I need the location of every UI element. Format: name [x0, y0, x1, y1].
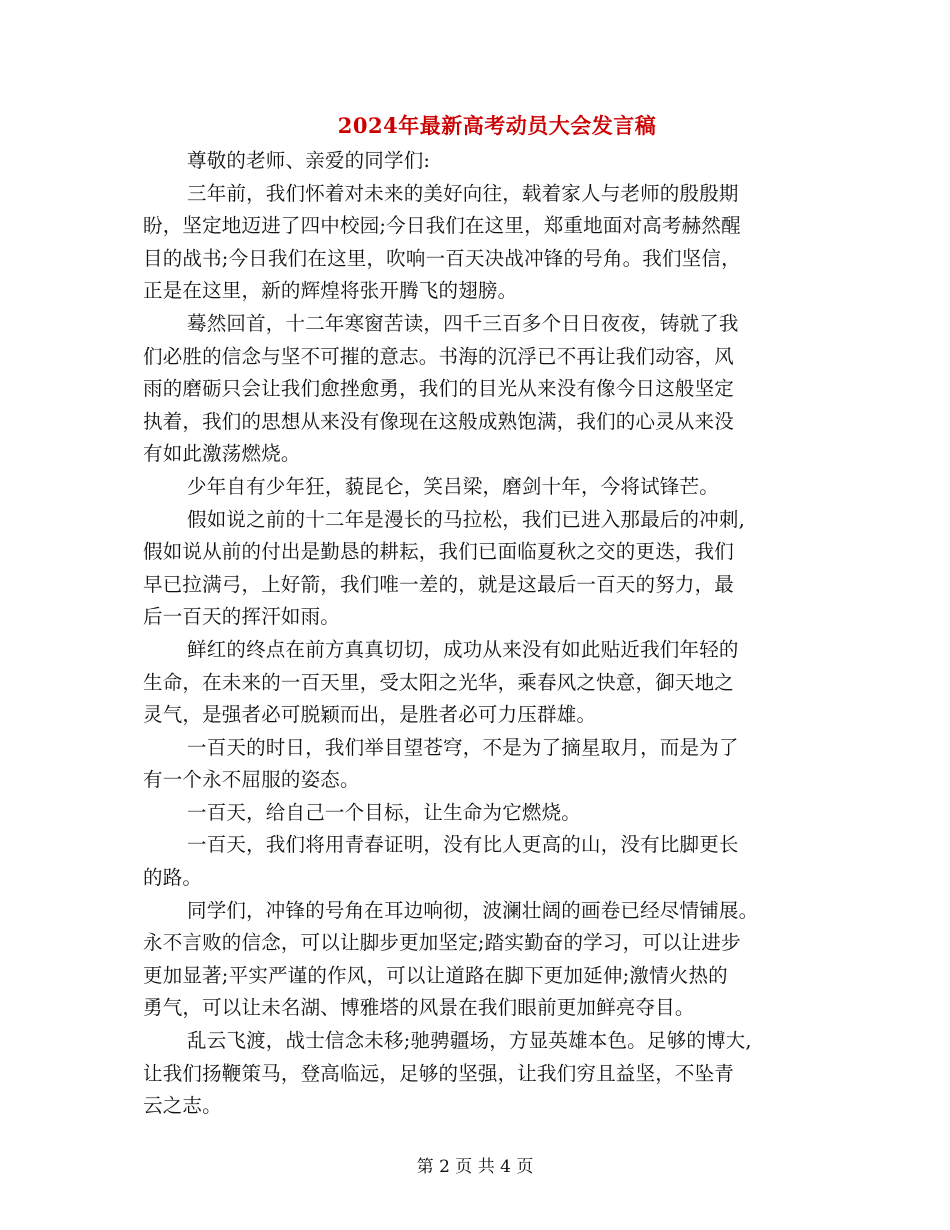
text-line: 让我们扬鞭策马，登高临远，足够的坚强，让我们穷且益坚，不坠青: [143, 1061, 735, 1085]
text-line: 雨的磨砺只会让我们愈挫愈勇，我们的目光从来没有像今日这般坚定: [143, 377, 735, 401]
text-line: 同学们，冲锋的号角在耳边响彻，波澜壮阔的画卷已经尽情铺展。: [187, 898, 759, 922]
text-line: 永不言败的信念，可以让脚步更加坚定;踏实勤奋的学习，可以让进步: [143, 931, 741, 955]
text-line: 一百天，我们将用青春证明，没有比人更高的山，没有比脚更长: [187, 833, 739, 857]
text-line: 鲜红的终点在前方真真切切，成功从来没有如此贴近我们年轻的: [187, 637, 739, 661]
text-line: 假如说从前的付出是勤恳的耕耘，我们已面临夏秋之交的更迭，我们: [143, 540, 735, 564]
text-line: 一百天，给自己一个目标，让生命为它燃烧。: [187, 800, 582, 824]
text-line: 的路。: [143, 866, 203, 890]
document-body: [143, 145, 823, 1123]
text-line: 蓦然回首，十二年寒窗苦读，四千三百多个日日夜夜，铸就了我: [187, 311, 739, 335]
text-line: 有一个永不屈服的姿态。: [143, 768, 360, 792]
page-number-footer: 第 2 页 共 4 页: [416, 1157, 534, 1177]
text-line: 后一百天的挥汗如雨。: [143, 605, 341, 629]
text-line: 执着，我们的思想从来没有像现在这般成熟饱满，我们的心灵从来没: [143, 409, 735, 433]
text-line: 生命，在未来的一百天里，受太阳之光华，乘春风之快意，御天地之: [143, 670, 735, 694]
text-line: 盼，坚定地迈进了四中校园;今日我们在这里，郑重地面对高考赫然醒: [143, 214, 741, 238]
text-line: 三年前，我们怀着对未来的美好向往，载着家人与老师的殷殷期: [187, 181, 739, 205]
text-line: 假如说之前的十二年是漫长的马拉松，我们已进入那最后的冲刺,: [187, 507, 745, 531]
text-line: 正是在这里，新的辉煌将张开腾飞的翅膀。: [143, 279, 518, 303]
text-line: 有如此激荡燃烧。: [143, 442, 301, 466]
text-line: 们必胜的信念与坚不可摧的意志。书海的沉浮已不再让我们动容，风: [143, 344, 735, 368]
document-title: 2024年最新高考动员大会发言稿: [337, 113, 657, 138]
text-line: 早已拉满弓，上好箭，我们唯一差的，就是这最后一百天的努力，最: [143, 572, 735, 596]
text-line-salutation: 尊敬的老师、亲爱的同学们:: [187, 149, 431, 172]
text-line: 一百天的时日，我们举目望苍穹，不是为了摘星取月，而是为了: [187, 735, 739, 759]
text-line: 少年自有少年狂，藐昆仑，笑吕梁，磨剑十年，今将试锋芒。: [187, 474, 719, 498]
text-line: 目的战书;今日我们在这里，吹响一百天决战冲锋的号角。我们坚信，: [143, 246, 741, 270]
text-line: 云之志。: [143, 1094, 222, 1118]
text-line: 更加显著;平实严谨的作风，可以让道路在脚下更加延伸;激情火热的: [143, 963, 728, 987]
text-line: 乱云飞渡，战士信念未移;驰骋疆场，方显英雄本色。足够的博大,: [187, 1029, 752, 1053]
text-line: 勇气，可以让未名湖、博雅塔的风景在我们眼前更加鲜亮夺目。: [143, 996, 695, 1020]
text-line: 灵气，是强者必可脱颖而出，是胜者必可力压群雄。: [143, 703, 597, 727]
